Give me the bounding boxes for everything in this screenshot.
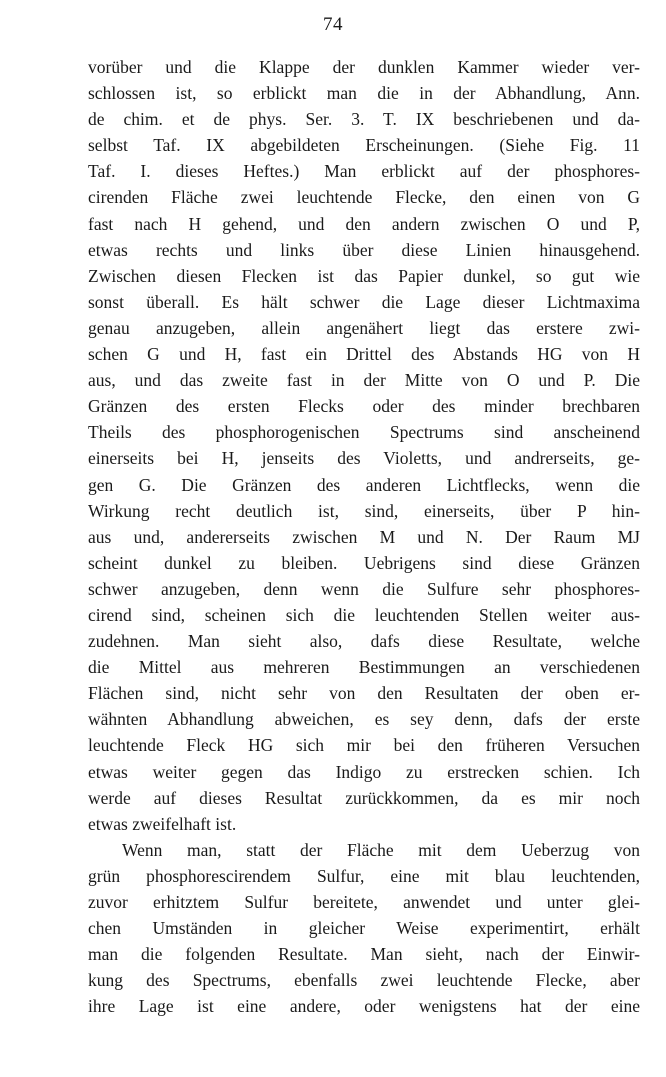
text-line: vorüber und die Klappe der dunklen Kammer wieder ver- — [88, 57, 640, 77]
text-line: werde auf dieses Resultat zurückkommen, da es mir noch — [88, 787, 640, 808]
text-line: chen Umständen in gleicher Weise experimentirt, erhält — [88, 918, 640, 939]
text-line: aus und, andererseits zwischen M und N. Der Raum MJ — [88, 526, 640, 547]
text-line: wähnten Abhandlung abweichen, es sey denn, dafs der erste — [88, 709, 640, 730]
text-line: cirenden Fläche zwei leuchtende Flecke, den einen von G — [88, 187, 640, 208]
text-line: cirend sind, scheinen sich die leuchtenden Stellen weiter aus- — [88, 604, 640, 625]
text-line: Taf. I. dieses Heftes.) Man erblickt auf der phosphores- — [88, 161, 640, 182]
text-line: etwas rechts und links über diese Linien hinausgehend. — [88, 239, 640, 260]
text-line: leuchtende Fleck HG sich mir bei den früheren Versuchen — [88, 735, 640, 756]
text-line: zuvor erhitztem Sulfur bereitete, anwendet und unter glei- — [88, 892, 640, 912]
text-line: aus, und das zweite fast in der Mitte von O und P. Die — [88, 370, 640, 391]
text-line: schen G und H, fast ein Drittel des Abstands HG von H — [88, 344, 640, 365]
text-line: ihre Lage ist eine andere, oder wenigstens hat der eine — [88, 996, 640, 1017]
text-line: schwer anzugeben, denn wenn die Sulfure sehr phosphores- — [88, 578, 640, 599]
text-line: sonst überall. Es hält schwer die Lage dieser Lichtmaxima — [88, 291, 640, 312]
text-line: grün phosphorescirendem Sulfur, eine mit blau leuchtenden, — [88, 865, 640, 886]
text-line: Wenn man, statt der Fläche mit dem Ueberzug von — [122, 839, 640, 860]
text-line: genau anzugeben, allein angenähert liegt das erstere zwi- — [88, 317, 640, 338]
text-line: fast nach H gehend, und den andern zwischen O und P, — [88, 213, 640, 234]
text-line: scheint dunkel zu bleiben. Uebrigens sind diese Gränzen — [88, 552, 640, 573]
text-line: gen G. Die Gränzen des anderen Lichtflecks, wenn die — [88, 474, 640, 495]
text-line: Theils des phosphorogenischen Spectrums sind anscheinend — [88, 422, 640, 443]
page-number: 74 — [323, 14, 343, 35]
text-line: man die folgenden Resultate. Man sieht, nach der Einwir- — [88, 944, 640, 965]
text-line: etwas zweifelhaft ist. — [88, 813, 237, 834]
text-line: zudehnen. Man sieht also, dafs diese Resultate, welche — [88, 631, 640, 652]
text-line: selbst Taf. IX abgebildeten Erscheinungen. (Siehe Fig. 11 — [88, 135, 640, 156]
text-line: Gränzen des ersten Flecks oder des minder brechbaren — [88, 396, 640, 417]
text-line: Zwischen diesen Flecken ist das Papier dunkel, so gut wie — [88, 265, 640, 286]
text-line: Wirkung recht deutlich ist, sind, einerseits, über P hin- — [88, 500, 640, 521]
text-line: schlossen ist, so erblickt man die in der Abhandlung, Ann. — [88, 83, 640, 104]
text-line: etwas weiter gegen das Indigo zu erstrecken schien. Ich — [88, 761, 640, 782]
text-line: de chim. et de phys. Ser. 3. T. IX beschriebenen und da- — [88, 109, 640, 130]
text-line: die Mittel aus mehreren Bestimmungen an verschiedenen — [88, 657, 640, 678]
text-line: Flächen sind, nicht sehr von den Resultaten der oben er- — [88, 683, 640, 704]
text-line: kung des Spectrums, ebenfalls zwei leuchtende Flecke, aber — [88, 970, 640, 991]
body-text — [88, 54, 640, 1019]
text-line: einerseits bei H, jenseits des Violetts, und andrerseits, ge- — [88, 448, 640, 469]
